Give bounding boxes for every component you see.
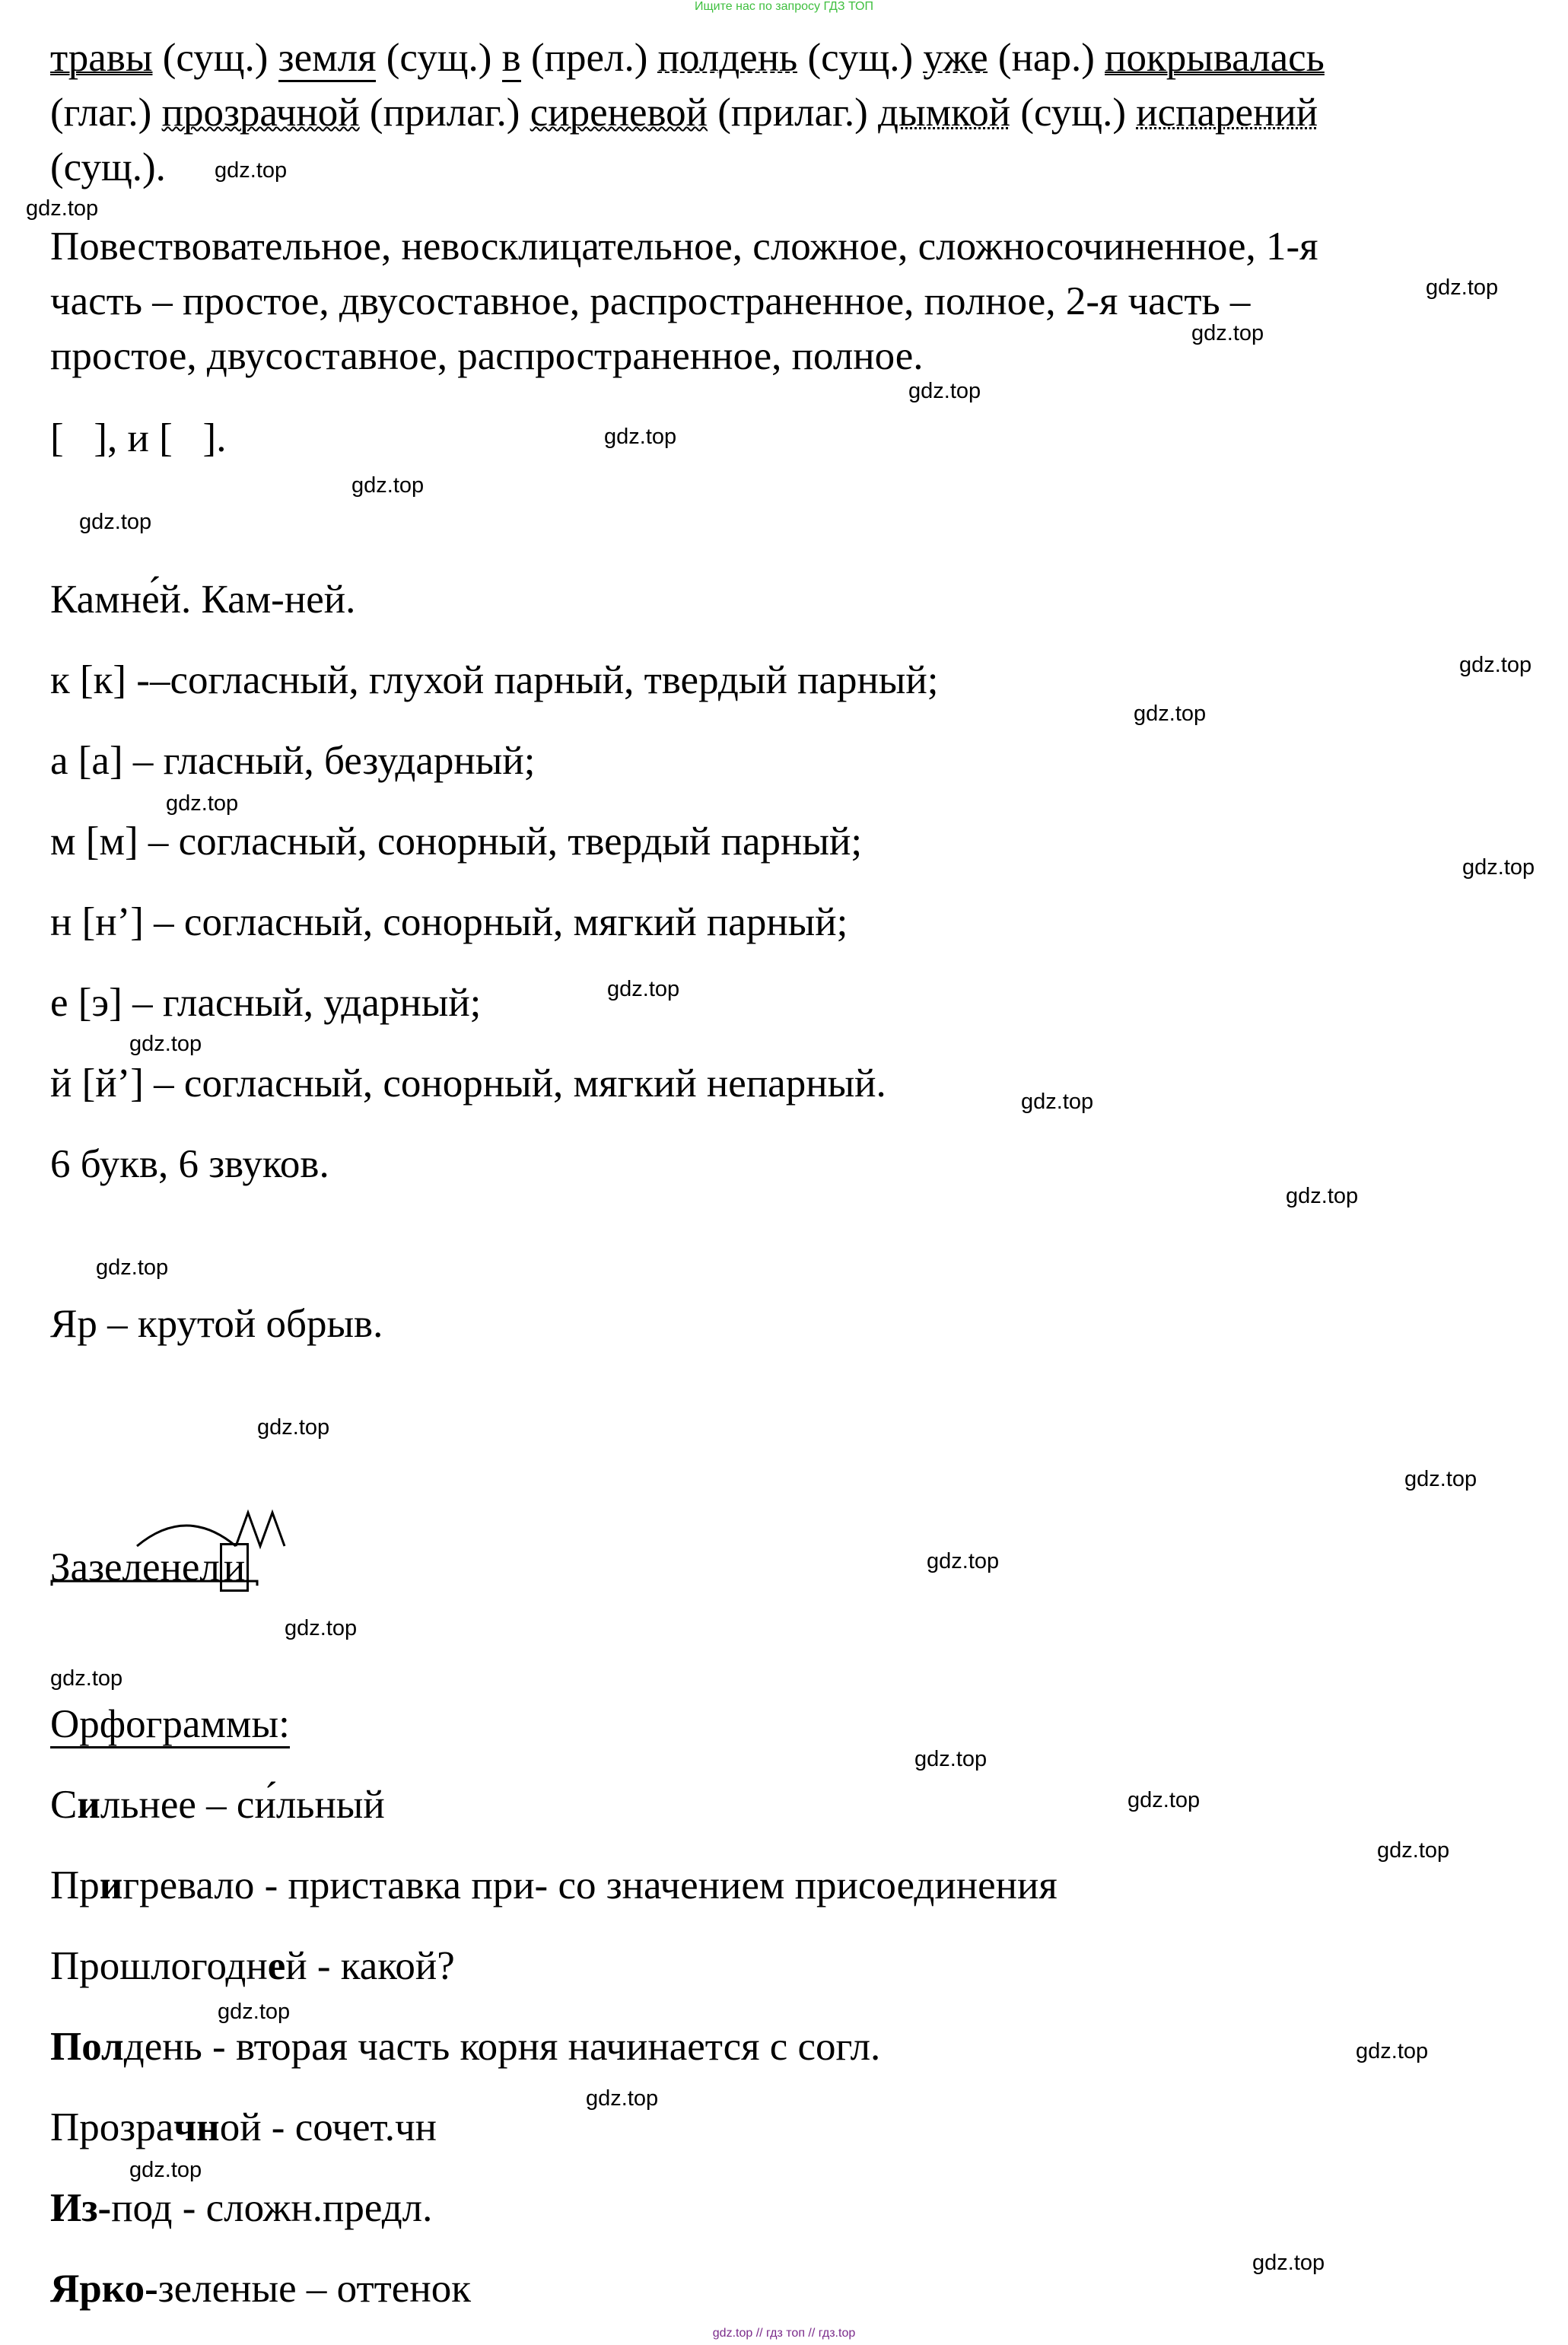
watermark: gdz.top <box>79 510 152 534</box>
watermark: gdz.top <box>1404 1467 1477 1491</box>
pos-label: (сущ.) <box>1010 91 1137 135</box>
text-part: Прошлогодн <box>50 1944 268 1988</box>
watermark: gdz.top <box>604 425 677 449</box>
orthogram-item <box>50 2100 437 2155</box>
watermark: gdz.top <box>1426 275 1499 300</box>
watermark: gdz.top <box>1021 1090 1094 1114</box>
footer-note: gdz.top // гдз топ // гдз.top <box>712 2327 856 2340</box>
highlighted-letter: и <box>99 1863 123 1908</box>
parsed-line-3 <box>50 140 166 195</box>
pos-label: (сущ.) <box>797 36 924 80</box>
word-sirenevoy: сиреневой <box>530 91 708 135</box>
phonetic-row: е [э] – гласный, ударный; <box>50 981 482 1025</box>
watermark: gdz.top <box>1252 2251 1325 2275</box>
watermark: gdz.top <box>1134 702 1207 726</box>
watermark: gdz.top <box>26 196 99 221</box>
watermark: gdz.top <box>927 1549 1000 1573</box>
word-ending: и <box>220 1543 249 1592</box>
word-dymkoy: дымкой <box>878 91 1011 135</box>
watermark: gdz.top <box>908 379 981 403</box>
pos-label: (прилаг.) <box>359 91 530 135</box>
text-part: Прозра <box>50 2105 174 2149</box>
phonetic-row: а [а] – гласный, безударный; <box>50 739 536 783</box>
phonetic-row: к [к] -–согласный, глухой парный, твердый парный; <box>50 658 939 702</box>
analysis-line-2: часть – простое, двусоставное, распространенное, полное, 2-я часть – <box>50 279 1251 323</box>
watermark: gdz.top <box>1286 1184 1359 1208</box>
watermark: gdz.top <box>129 1032 202 1056</box>
text-part: гревало - приставка при- со значением присоединения <box>122 1863 1058 1908</box>
watermark: gdz.top <box>218 2000 291 2024</box>
text-part: й - какой? <box>285 1944 455 1988</box>
watermark: gdz.top <box>257 1415 330 1440</box>
parsed-line-2 <box>50 85 1318 140</box>
pos-label: (прел.) <box>520 36 658 80</box>
watermark: gdz.top <box>1462 855 1535 880</box>
pos-label: (сущ.) <box>152 36 278 80</box>
phonetic-row: н [н’] – согласный, сонорный, мягкий парный; <box>50 900 848 944</box>
watermark: gdz.top <box>96 1255 169 1280</box>
analysis-line-1: Повествовательное, невосклицательное, сложное, сложносочиненное, 1-я <box>50 224 1318 269</box>
watermark: gdz.top <box>607 977 680 1001</box>
watermark: gdz.top <box>351 473 425 498</box>
orthogram-item <box>50 1939 455 1993</box>
definition: Яр – крутой обрыв. <box>50 1302 383 1346</box>
word-uzhe: уже <box>923 36 988 80</box>
text-part: Пр <box>50 1863 100 1908</box>
watermark: gdz.top <box>50 1666 123 1691</box>
highlighted-letter: Пол <box>50 2025 124 2069</box>
pos-label: (глаг.) <box>50 91 162 135</box>
word-split: Камне́й. Кам-ней. <box>50 578 356 622</box>
word-pokryvalas: покрывалась <box>1105 36 1325 80</box>
phonetic-row: м [м] – согласный, сонорный, твердый парный; <box>50 819 863 864</box>
pos-label: (прилаг.) <box>708 91 879 135</box>
orthogram-item <box>50 2261 471 2316</box>
watermark: gdz.top <box>1377 1838 1450 1863</box>
phonetic-row: й [й’] – согласный, сонорный, мягкий непарный. <box>50 1061 886 1106</box>
orthogram-item <box>50 2181 432 2235</box>
parsed-line-1 <box>50 30 1325 85</box>
sentence-scheme: [ ], и [ ]. <box>50 416 227 460</box>
watermark: gdz.top <box>1191 321 1264 345</box>
pos-label: (сущ.). <box>50 145 166 189</box>
orthograms-title <box>50 1697 290 1752</box>
watermark: gdz.top <box>586 2086 659 2111</box>
word-v: в <box>502 36 521 82</box>
watermark: gdz.top <box>914 1747 988 1771</box>
highlighted-letter: чн <box>173 2105 220 2149</box>
highlighted-letter: е <box>267 1944 286 1988</box>
orthogram-item <box>50 1858 1058 1913</box>
watermark: gdz.top <box>1356 2039 1429 2063</box>
watermark: gdz.top <box>285 1616 358 1640</box>
watermark: gdz.top <box>166 791 239 816</box>
letter-sound-count: 6 букв, 6 звуков. <box>50 1142 329 1186</box>
orthogram-item <box>50 1777 385 1832</box>
header-note: Ищите нас по запросу ГДЗ ТОП <box>695 0 873 13</box>
highlighted-letter: и <box>77 1783 100 1827</box>
pos-label: (сущ.) <box>376 36 502 80</box>
watermark: gdz.top <box>1127 1788 1201 1812</box>
word-stem: Зазеленел <box>50 1545 220 1589</box>
orthogram-item <box>50 2019 880 2074</box>
analysis-line-3: простое, двусоставное, распространенное, полное. <box>50 334 924 378</box>
word-prozrachnoy: прозрачной <box>161 91 360 135</box>
word-travy: травы <box>50 36 153 80</box>
word-polden: полдень <box>657 36 798 80</box>
text-part: С <box>50 1783 78 1827</box>
watermark: gdz.top <box>1459 653 1532 677</box>
text-part: под - сложн.предл. <box>111 2186 433 2230</box>
word-zemlya: земля <box>278 36 377 82</box>
orthograms-title-text: Орфограммы: <box>50 1702 290 1748</box>
text-part: ой - сочет.чн <box>219 2105 437 2149</box>
highlighted-letter: Из- <box>50 2186 112 2230</box>
text-part: день - вторая часть корня начинается с согл. <box>123 2025 881 2069</box>
watermark: gdz.top <box>215 158 288 183</box>
text-part: зеленые – оттенок <box>157 2267 471 2311</box>
highlighted-letter: Ярко- <box>50 2267 158 2311</box>
text-part: льнее – си́льный <box>100 1783 385 1827</box>
word-ispareniy: испарений <box>1136 91 1318 135</box>
morpheme-word <box>50 1540 249 1595</box>
pos-label: (нар.) <box>988 36 1105 80</box>
watermark: gdz.top <box>129 2158 202 2182</box>
